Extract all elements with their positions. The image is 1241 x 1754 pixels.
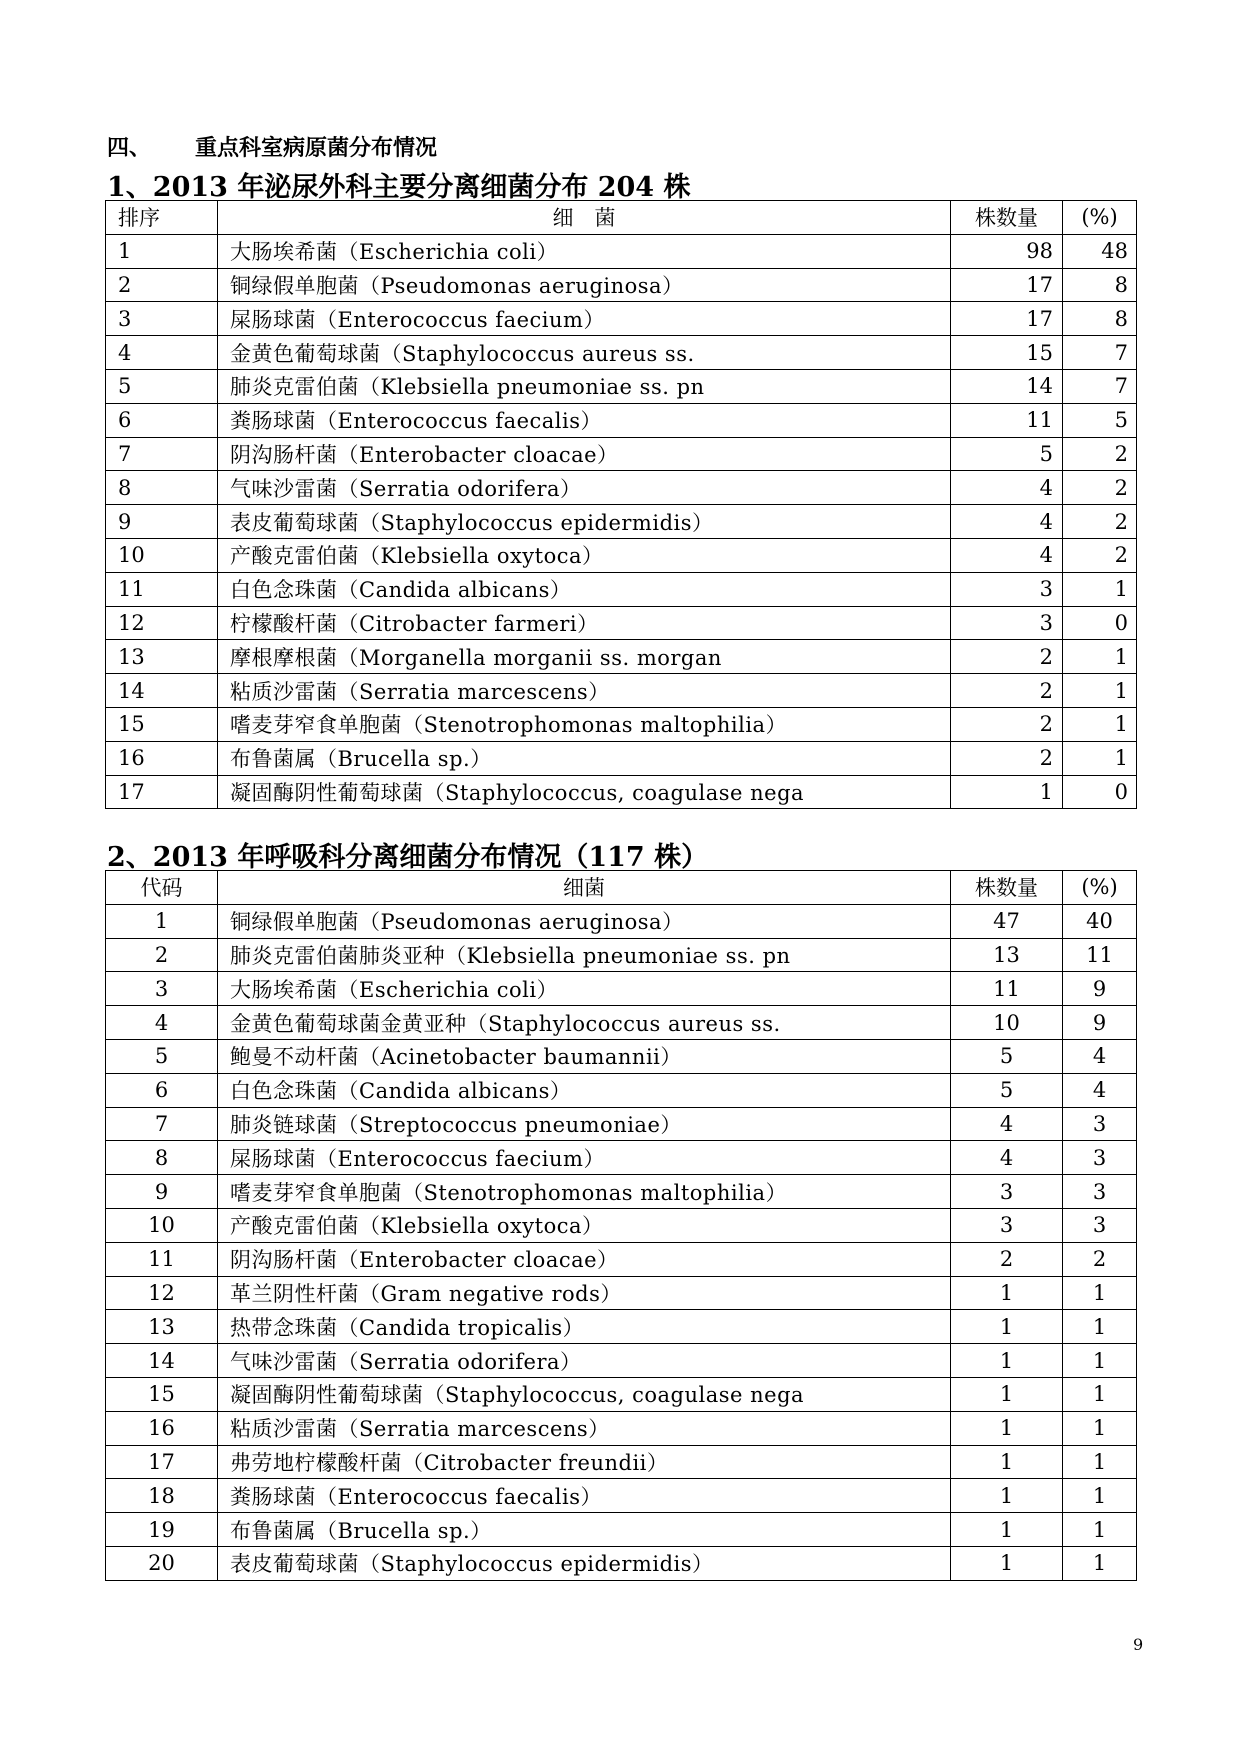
table-header-row	[106, 201, 1137, 235]
row-percent: 4	[1063, 1073, 1137, 1107]
urology-bacteria-table	[105, 200, 1137, 809]
table-row	[106, 572, 1137, 606]
header-code: 代码	[106, 871, 218, 905]
table-row	[106, 1445, 1137, 1479]
row-rank: 11	[106, 572, 218, 606]
table-row	[106, 471, 1137, 505]
row-bacteria-name: 热带念珠菌（Candida tropicalis）	[218, 1310, 951, 1344]
row-count: 1	[951, 1479, 1063, 1513]
row-bacteria-name: 凝固酶阴性葡萄球菌（Staphylococcus, coagulase nega	[218, 775, 951, 809]
row-bacteria-name: 摩根摩根菌（Morganella morganii ss. morgan	[218, 640, 951, 674]
header-count: 株数量	[951, 871, 1063, 905]
row-percent: 4	[1063, 1039, 1137, 1073]
respiratory-bacteria-table	[105, 870, 1137, 1581]
table-row	[106, 904, 1137, 938]
row-bacteria-name: 弗劳地柠檬酸杆菌（Citrobacter freundii）	[218, 1445, 951, 1479]
header-rank: 排序	[106, 201, 218, 235]
row-bacteria-name: 铜绿假单胞菌（Pseudomonas aeruginosa）	[218, 268, 951, 302]
section-heading	[107, 131, 437, 162]
header-bacteria: 细菌	[218, 871, 951, 905]
row-rank: 2	[106, 938, 218, 972]
row-count: 1	[951, 1377, 1063, 1411]
row-bacteria-name: 肺炎克雷伯菌肺炎亚种（Klebsiella pneumoniae ss. pn	[218, 938, 951, 972]
row-percent: 7	[1063, 336, 1137, 370]
row-percent: 1	[1063, 707, 1137, 741]
row-rank: 3	[106, 972, 218, 1006]
row-count: 2	[951, 674, 1063, 708]
table-row	[106, 606, 1137, 640]
row-count: 2	[951, 640, 1063, 674]
table-row	[106, 234, 1137, 268]
row-count: 13	[951, 938, 1063, 972]
row-percent: 7	[1063, 369, 1137, 403]
row-percent: 9	[1063, 1006, 1137, 1040]
table-row	[106, 674, 1137, 708]
row-bacteria-name: 肺炎链球菌（Streptococcus pneumoniae）	[218, 1107, 951, 1141]
row-bacteria-name: 表皮葡萄球菌（Staphylococcus epidermidis）	[218, 505, 951, 539]
row-percent: 1	[1063, 1411, 1137, 1445]
row-percent: 1	[1063, 1276, 1137, 1310]
row-rank: 12	[106, 606, 218, 640]
table-row	[106, 1377, 1137, 1411]
row-bacteria-name: 屎肠球菌（Enterococcus faecium）	[218, 302, 951, 336]
row-bacteria-name: 嗜麦芽窄食单胞菌（Stenotrophomonas maltophilia）	[218, 707, 951, 741]
row-percent: 1	[1063, 1377, 1137, 1411]
row-count: 3	[951, 606, 1063, 640]
row-count: 5	[951, 437, 1063, 471]
row-percent: 0	[1063, 775, 1137, 809]
table-row	[106, 1242, 1137, 1276]
row-count: 17	[951, 302, 1063, 336]
row-bacteria-name: 气味沙雷菌（Serratia odorifera）	[218, 1344, 951, 1378]
table-row	[106, 741, 1137, 775]
row-rank: 16	[106, 1411, 218, 1445]
row-rank: 10	[106, 1208, 218, 1242]
table-row	[106, 369, 1137, 403]
table-row	[106, 775, 1137, 809]
table-row	[106, 1276, 1137, 1310]
row-rank: 4	[106, 1006, 218, 1040]
table2-title: 2、2013 年呼吸科分离细菌分布情况（117 株）	[107, 842, 709, 873]
row-bacteria-name: 表皮葡萄球菌（Staphylococcus epidermidis）	[218, 1546, 951, 1580]
row-percent: 40	[1063, 904, 1137, 938]
row-bacteria-name: 金黄色葡萄球菌金黄亚种（Staphylococcus aureus ss.	[218, 1006, 951, 1040]
header-count: 株数量	[951, 201, 1063, 235]
row-bacteria-name: 布鲁菌属（Brucella sp.）	[218, 741, 951, 775]
section-title: 重点科室病原菌分布情况	[195, 135, 438, 161]
table-row	[106, 505, 1137, 539]
row-percent: 3	[1063, 1141, 1137, 1175]
row-rank: 15	[106, 1377, 218, 1411]
row-rank: 19	[106, 1513, 218, 1547]
row-bacteria-name: 阴沟肠杆菌（Enterobacter cloacae）	[218, 437, 951, 471]
row-count: 1	[951, 1411, 1063, 1445]
row-count: 1	[951, 775, 1063, 809]
row-rank: 6	[106, 1073, 218, 1107]
row-rank: 4	[106, 336, 218, 370]
row-percent: 3	[1063, 1175, 1137, 1209]
header-percent: (%)	[1063, 871, 1137, 905]
row-rank: 20	[106, 1546, 218, 1580]
row-percent: 1	[1063, 1546, 1137, 1580]
table-row	[106, 302, 1137, 336]
row-count: 4	[951, 1107, 1063, 1141]
table-row	[106, 1006, 1137, 1040]
row-percent: 1	[1063, 1479, 1137, 1513]
table-row	[106, 403, 1137, 437]
table-row	[106, 1141, 1137, 1175]
row-count: 4	[951, 505, 1063, 539]
row-count: 2	[951, 1242, 1063, 1276]
row-rank: 8	[106, 471, 218, 505]
row-percent: 2	[1063, 437, 1137, 471]
row-rank: 14	[106, 674, 218, 708]
row-bacteria-name: 凝固酶阴性葡萄球菌（Staphylococcus, coagulase nega	[218, 1377, 951, 1411]
row-rank: 17	[106, 775, 218, 809]
header-percent: (%)	[1063, 201, 1137, 235]
page-number: 9	[1133, 1635, 1144, 1654]
row-count: 3	[951, 572, 1063, 606]
row-rank: 16	[106, 741, 218, 775]
row-count: 3	[951, 1208, 1063, 1242]
row-bacteria-name: 大肠埃希菌（Escherichia coli）	[218, 972, 951, 1006]
row-count: 11	[951, 972, 1063, 1006]
row-bacteria-name: 白色念珠菌（Candida albicans）	[218, 572, 951, 606]
row-rank: 12	[106, 1276, 218, 1310]
row-count: 1	[951, 1276, 1063, 1310]
row-bacteria-name: 屎肠球菌（Enterococcus faecium）	[218, 1141, 951, 1175]
row-rank: 10	[106, 538, 218, 572]
row-percent: 9	[1063, 972, 1137, 1006]
row-bacteria-name: 鲍曼不动杆菌（Acinetobacter baumannii）	[218, 1039, 951, 1073]
row-count: 1	[951, 1310, 1063, 1344]
row-bacteria-name: 粪肠球菌（Enterococcus faecalis）	[218, 403, 951, 437]
table-row	[106, 1513, 1137, 1547]
row-percent: 2	[1063, 1242, 1137, 1276]
row-count: 4	[951, 471, 1063, 505]
row-count: 11	[951, 403, 1063, 437]
row-percent: 3	[1063, 1208, 1137, 1242]
table-row	[106, 336, 1137, 370]
row-count: 1	[951, 1513, 1063, 1547]
row-bacteria-name: 产酸克雷伯菌（Klebsiella oxytoca）	[218, 538, 951, 572]
row-rank: 17	[106, 1445, 218, 1479]
table-row	[106, 437, 1137, 471]
row-rank: 9	[106, 505, 218, 539]
table-row	[106, 1208, 1137, 1242]
row-bacteria-name: 金黄色葡萄球菌（Staphylococcus aureus ss.	[218, 336, 951, 370]
row-rank: 7	[106, 437, 218, 471]
row-percent: 2	[1063, 505, 1137, 539]
table-row	[106, 1546, 1137, 1580]
row-count: 1	[951, 1445, 1063, 1479]
row-rank: 5	[106, 369, 218, 403]
row-rank: 3	[106, 302, 218, 336]
table-row	[106, 1479, 1137, 1513]
row-percent: 1	[1063, 1445, 1137, 1479]
row-count: 5	[951, 1039, 1063, 1073]
row-percent: 1	[1063, 1344, 1137, 1378]
table-row	[106, 1107, 1137, 1141]
table-row	[106, 268, 1137, 302]
row-bacteria-name: 肺炎克雷伯菌（Klebsiella pneumoniae ss. pn	[218, 369, 951, 403]
table-row	[106, 707, 1137, 741]
row-count: 3	[951, 1175, 1063, 1209]
row-count: 2	[951, 741, 1063, 775]
row-rank: 13	[106, 640, 218, 674]
table-row	[106, 1310, 1137, 1344]
header-bacteria: 细 菌	[218, 201, 951, 235]
row-bacteria-name: 柠檬酸杆菌（Citrobacter farmeri）	[218, 606, 951, 640]
row-percent: 1	[1063, 640, 1137, 674]
row-count: 14	[951, 369, 1063, 403]
row-bacteria-name: 铜绿假单胞菌（Pseudomonas aeruginosa）	[218, 904, 951, 938]
row-count: 4	[951, 1141, 1063, 1175]
row-percent: 8	[1063, 302, 1137, 336]
row-bacteria-name: 革兰阴性杆菌（Gram negative rods）	[218, 1276, 951, 1310]
row-percent: 48	[1063, 234, 1137, 268]
row-percent: 8	[1063, 268, 1137, 302]
row-count: 10	[951, 1006, 1063, 1040]
row-rank: 14	[106, 1344, 218, 1378]
row-percent: 2	[1063, 471, 1137, 505]
row-bacteria-name: 布鲁菌属（Brucella sp.）	[218, 1513, 951, 1547]
row-rank: 1	[106, 904, 218, 938]
row-rank: 6	[106, 403, 218, 437]
row-bacteria-name: 气味沙雷菌（Serratia odorifera）	[218, 471, 951, 505]
row-count: 47	[951, 904, 1063, 938]
row-percent: 2	[1063, 538, 1137, 572]
row-count: 98	[951, 234, 1063, 268]
table-row	[106, 640, 1137, 674]
row-rank: 2	[106, 268, 218, 302]
row-count: 1	[951, 1344, 1063, 1378]
row-bacteria-name: 粘质沙雷菌（Serratia marcescens）	[218, 1411, 951, 1445]
row-rank: 7	[106, 1107, 218, 1141]
row-rank: 11	[106, 1242, 218, 1276]
row-percent: 3	[1063, 1107, 1137, 1141]
table-header-row	[106, 871, 1137, 905]
row-rank: 5	[106, 1039, 218, 1073]
row-count: 2	[951, 707, 1063, 741]
row-rank: 9	[106, 1175, 218, 1209]
table-row	[106, 1073, 1137, 1107]
row-percent: 1	[1063, 1310, 1137, 1344]
table-row	[106, 972, 1137, 1006]
row-percent: 5	[1063, 403, 1137, 437]
row-percent: 0	[1063, 606, 1137, 640]
table-row	[106, 1039, 1137, 1073]
row-rank: 18	[106, 1479, 218, 1513]
row-bacteria-name: 产酸克雷伯菌（Klebsiella oxytoca）	[218, 1208, 951, 1242]
row-bacteria-name: 嗜麦芽窄食单胞菌（Stenotrophomonas maltophilia）	[218, 1175, 951, 1209]
row-count: 15	[951, 336, 1063, 370]
row-rank: 15	[106, 707, 218, 741]
row-bacteria-name: 白色念珠菌（Candida albicans）	[218, 1073, 951, 1107]
row-bacteria-name: 粪肠球菌（Enterococcus faecalis）	[218, 1479, 951, 1513]
table-row	[106, 1344, 1137, 1378]
row-percent: 1	[1063, 674, 1137, 708]
row-percent: 1	[1063, 1513, 1137, 1547]
row-count: 1	[951, 1546, 1063, 1580]
row-bacteria-name: 阴沟肠杆菌（Enterobacter cloacae）	[218, 1242, 951, 1276]
row-count: 4	[951, 538, 1063, 572]
row-count: 5	[951, 1073, 1063, 1107]
table-row	[106, 538, 1137, 572]
row-percent: 1	[1063, 572, 1137, 606]
row-percent: 1	[1063, 741, 1137, 775]
section-number: 四、	[107, 135, 152, 161]
row-percent: 11	[1063, 938, 1137, 972]
table1-title: 1、2013 年泌尿外科主要分离细菌分布 204 株	[107, 172, 691, 203]
row-bacteria-name: 大肠埃希菌（Escherichia coli）	[218, 234, 951, 268]
row-count: 17	[951, 268, 1063, 302]
table-row	[106, 1175, 1137, 1209]
table-row	[106, 1411, 1137, 1445]
table-row	[106, 938, 1137, 972]
row-rank: 8	[106, 1141, 218, 1175]
row-rank: 13	[106, 1310, 218, 1344]
row-rank: 1	[106, 234, 218, 268]
row-bacteria-name: 粘质沙雷菌（Serratia marcescens）	[218, 674, 951, 708]
